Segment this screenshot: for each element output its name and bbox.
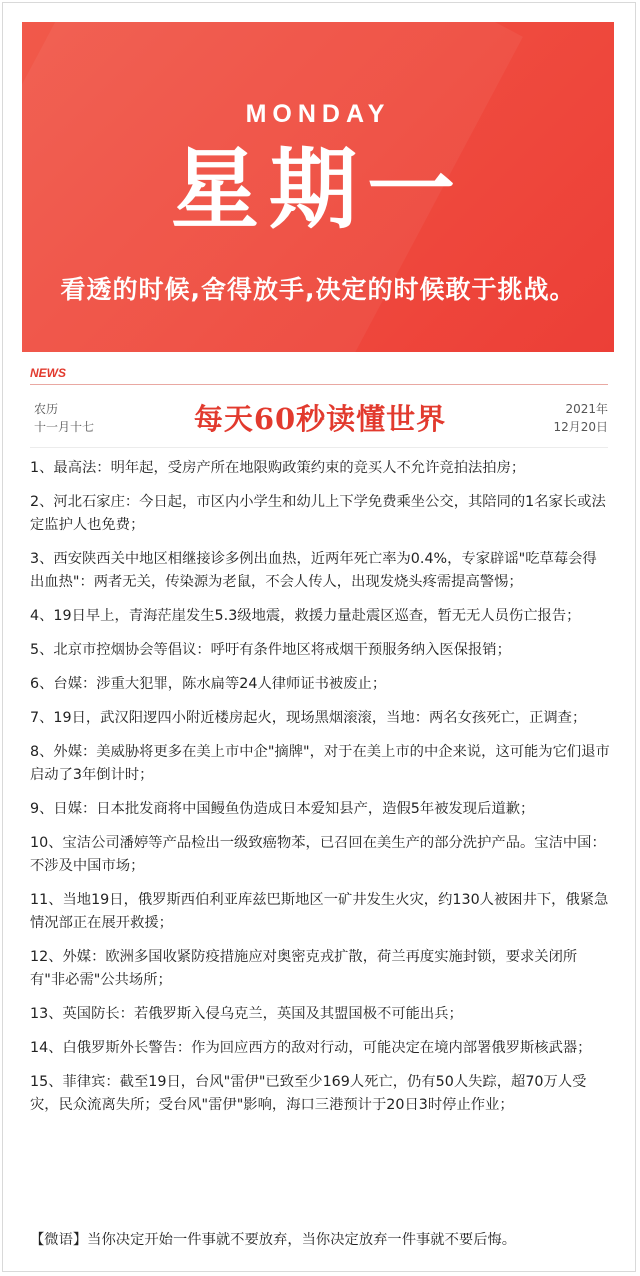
news-item: 1、最高法：明年起，受房产所在地限购政策约束的竞买人不允许竞拍法拍房； <box>30 460 526 476</box>
weekday-chinese: 星期一 <box>170 138 465 241</box>
news-item: 2、河北石家庄：今日起，市区内小学生和幼儿上下学免费乘坐公交，其陪同的1名家长或法定监护人也免费； <box>30 494 606 533</box>
news-item: 13、英国防长：若俄罗斯入侵乌克兰，英国及其盟国极不可能出兵； <box>30 1006 463 1022</box>
banner-slogan: 看透的时候,舍得放手,决定的时候敢于挑战。 <box>60 275 576 304</box>
news-item: 15、菲律宾：截至19日，台风"雷伊"已致至少169人死亡，仍有50人失踪，超70万人受灾，民众流离失所；受台风"雷伊"影响，海口三港预计于20日3时停止作业； <box>30 1074 587 1113</box>
news-item: 11、当地19日，俄罗斯西伯利亚库兹巴斯地区一矿井发生火灾，约130人被困井下，俄紧急情况部正在展开救援； <box>30 892 609 931</box>
divider-top <box>30 384 608 385</box>
page-title: 每天60秒读懂世界 <box>193 402 447 436</box>
news-item: 7、19日，武汉阳逻四小附近楼房起火，现场黑烟滚滚，当地：两名女孩死亡，正调查； <box>30 710 587 726</box>
lunar-label: 农历 <box>34 402 59 416</box>
daily-quote: 【微语】当你决定开始一件事就不要放弃，当你决定放弃一件事就不要后悔。 <box>30 1232 517 1248</box>
divider-bottom <box>30 447 608 448</box>
news-item: 14、白俄罗斯外长警告：作为回应西方的敌对行动，可能决定在境内部署俄罗斯核武器； <box>30 1040 592 1056</box>
news-item: 12、外媒：欧洲多国收紧防疫措施应对奥密克戎扩散，荷兰再度实施封锁，要求关闭所有"非必需"公共场所； <box>30 949 578 988</box>
news-item: 9、日媒：日本批发商将中国鳗鱼伪造成日本爱知县产，造假5年被发现后道歉； <box>30 801 535 817</box>
year: 2021年 <box>565 402 608 416</box>
news-item: 5、北京市控烟协会等倡议：呼吁有条件地区将戒烟干预服务纳入医保报销； <box>30 642 511 658</box>
lunar-date: 十一月十七 <box>34 420 95 434</box>
month-day: 12月20日 <box>553 420 608 434</box>
weekday-english: MONDAY <box>245 100 391 128</box>
news-item: 4、19日早上，青海茫崖发生5.3级地震，救援力量赴震区巡查，暂无无人员伤亡报告； <box>30 608 581 624</box>
gregorian-date-block <box>553 400 608 436</box>
news-item: 10、宝洁公司潘婷等产品检出一级致癌物苯，已召回在美生产的部分洗护产品。宝洁中国：不涉及中国市场； <box>30 835 606 874</box>
news-item: 8、外媒：美威胁将更多在美上市中企"摘牌"，对于在美上市的中企来说，这可能为它们退市启动了3年倒计时； <box>30 744 610 783</box>
header-banner <box>22 22 614 352</box>
news-item: 6、台媒：涉重大犯罪，陈水扁等24人律师证书被废止； <box>30 676 387 692</box>
news-list <box>30 457 610 1128</box>
news-label: NEWS <box>30 366 66 380</box>
news-item: 3、西安陕西关中地区相继接诊多例出血热，近两年死亡率为0.4%，专家辟谣"吃草莓会得出血热"：两者无关，传染源为老鼠，不会人传人，出现发烧头疼需提高警惕； <box>30 551 597 590</box>
